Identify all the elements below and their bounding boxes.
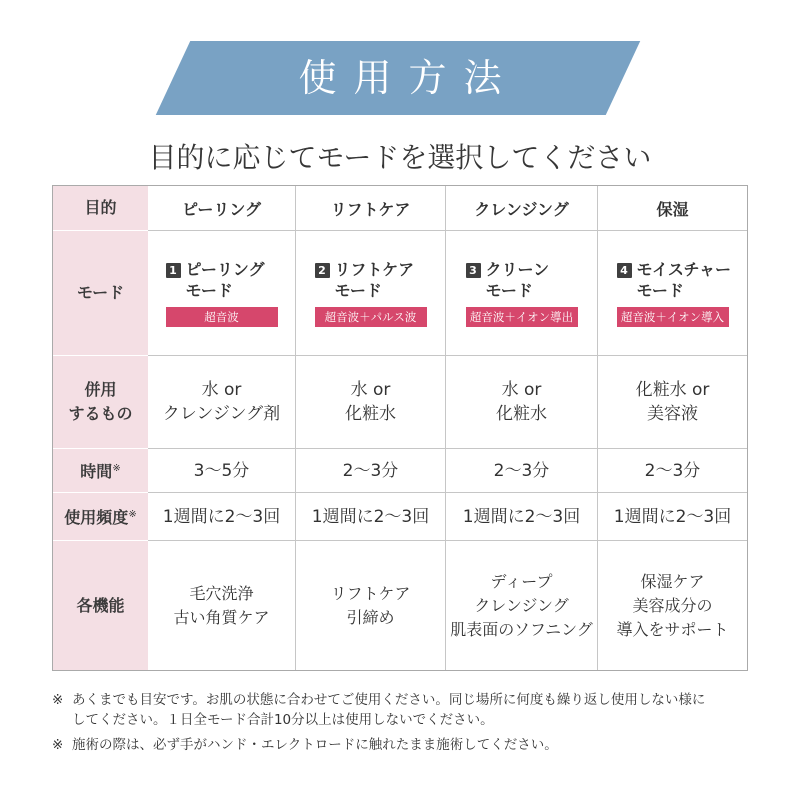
- cell-line: 古い角質ケア: [173, 607, 270, 627]
- mode-suffix: モード: [636, 281, 684, 300]
- cell-line: クレンジング剤: [162, 404, 281, 424]
- mode-number-badge: 3: [466, 263, 481, 278]
- combined-use-cell: [148, 356, 296, 449]
- time-cell: 2〜3分: [598, 449, 747, 493]
- cell-line: 保湿ケア: [640, 571, 705, 591]
- page-title: 使用方法: [298, 56, 519, 100]
- combined-use-cell: [598, 356, 747, 449]
- row-header-line: 併用: [84, 380, 117, 399]
- note-item: [52, 735, 772, 755]
- row-header-combined-use: [53, 356, 148, 449]
- mode-block: [466, 259, 578, 327]
- cell-line: 美容液: [647, 404, 698, 424]
- cell-line: 化粧水 or: [635, 380, 710, 400]
- time-cell: 3〜5分: [148, 449, 296, 493]
- note-line: してください。１日全モード合計10分以上は使用しないでください。: [72, 712, 494, 728]
- time-cell: 2〜3分: [446, 449, 598, 493]
- row-header-function: 各機能: [53, 541, 148, 670]
- mode-number-badge: 1: [166, 263, 181, 278]
- mode-suffix: モード: [334, 281, 382, 300]
- notes: [52, 690, 772, 755]
- function-row: [53, 541, 747, 670]
- note-mark: ※: [52, 737, 64, 753]
- frequency-cell: 1週間に2〜3回: [446, 493, 598, 541]
- frequency-cell: 1週間に2〜3回: [598, 493, 747, 541]
- purpose-lift-care: リフトケア: [296, 186, 446, 231]
- row-header-line: するもの: [68, 404, 133, 423]
- mode-title: [166, 259, 278, 280]
- frequency-cell: 1週間に2〜3回: [296, 493, 446, 541]
- mode-number-badge: 4: [617, 263, 632, 278]
- mode-cell-peeling: [148, 231, 296, 356]
- time-cell: 2〜3分: [296, 449, 446, 493]
- function-cell: [446, 541, 598, 670]
- cell-line: リフトケア: [330, 583, 411, 603]
- row-header-mode: モード: [53, 231, 148, 356]
- purpose-cleansing: クレンジング: [446, 186, 598, 231]
- cell-line: 化粧水: [496, 404, 547, 424]
- note-line: 施術の際は、必ず手がハンド・エレクトロードに触れたまま施術してください。: [72, 737, 558, 753]
- mode-name: ピーリング: [185, 260, 265, 279]
- cell-line: クレンジング: [474, 595, 569, 615]
- mode-cell-moisture: [598, 231, 747, 356]
- mode-number-badge: 2: [315, 263, 330, 278]
- row-header-time: [53, 449, 148, 493]
- mode-suffix: モード: [485, 281, 533, 300]
- mode-table: [52, 185, 748, 671]
- subtitle: 目的に応じてモードを選択してください: [148, 141, 652, 174]
- cell-line: 毛穴洗浄: [189, 583, 254, 603]
- mode-block: [617, 259, 732, 327]
- cell-line: 水 or: [201, 380, 242, 400]
- cell-line: 水 or: [350, 380, 391, 400]
- cell-line: 導入をサポート: [616, 619, 729, 639]
- frequency-row: [53, 493, 747, 541]
- function-cell: [296, 541, 446, 670]
- note-text: [72, 735, 558, 755]
- mode-block: [166, 259, 278, 327]
- tech-badge: 超音波＋イオン導入: [617, 307, 729, 327]
- row-header-purpose: 目的: [53, 186, 148, 231]
- mode-name: リフトケア: [334, 260, 415, 279]
- note-mark: ※: [52, 692, 64, 708]
- purpose-row: [53, 186, 747, 231]
- cell-line: 美容成分の: [632, 595, 713, 615]
- note-reference-mark: ※: [112, 463, 121, 474]
- mode-row: [53, 231, 747, 356]
- row-header-label: 使用頻度: [64, 508, 129, 527]
- time-row: [53, 449, 747, 493]
- mode-name: モイスチャー: [636, 260, 732, 279]
- row-header-frequency: [53, 493, 148, 541]
- mode-title: [466, 259, 578, 280]
- combined-use-cell: [296, 356, 446, 449]
- note-reference-mark: ※: [128, 509, 137, 520]
- mode-block: [315, 259, 427, 327]
- tech-badge: 超音波＋パルス波: [315, 307, 427, 327]
- tech-badge: 超音波＋イオン導出: [466, 307, 578, 327]
- function-cell: [598, 541, 747, 670]
- cell-line: 水 or: [501, 380, 542, 400]
- cell-line: 引締め: [346, 607, 395, 627]
- mode-title: [315, 259, 427, 280]
- note-item: [52, 690, 772, 730]
- function-cell: [148, 541, 296, 670]
- purpose-peeling: ピーリング: [148, 186, 296, 231]
- frequency-cell: 1週間に2〜3回: [148, 493, 296, 541]
- cell-line: ディープ: [490, 571, 553, 591]
- row-header-label: 時間: [80, 462, 113, 481]
- mode-cell-lift-care: [296, 231, 446, 356]
- cell-line: 肌表面のソフニング: [450, 619, 593, 639]
- purpose-moisturizing: 保湿: [598, 186, 747, 231]
- mode-name: クリーン: [485, 260, 550, 279]
- mode-title: [617, 259, 732, 280]
- combined-use-cell: [446, 356, 598, 449]
- cell-line: 化粧水: [345, 404, 396, 424]
- tech-badge: 超音波: [166, 307, 278, 327]
- mode-cell-clean: [446, 231, 598, 356]
- combined-use-row: [53, 356, 747, 449]
- note-text: [72, 690, 705, 730]
- mode-suffix: モード: [185, 281, 233, 300]
- note-line: あくまでも目安です。お肌の状態に合わせてご使用ください。同じ場所に何度も繰り返し使用しない様に: [72, 692, 706, 708]
